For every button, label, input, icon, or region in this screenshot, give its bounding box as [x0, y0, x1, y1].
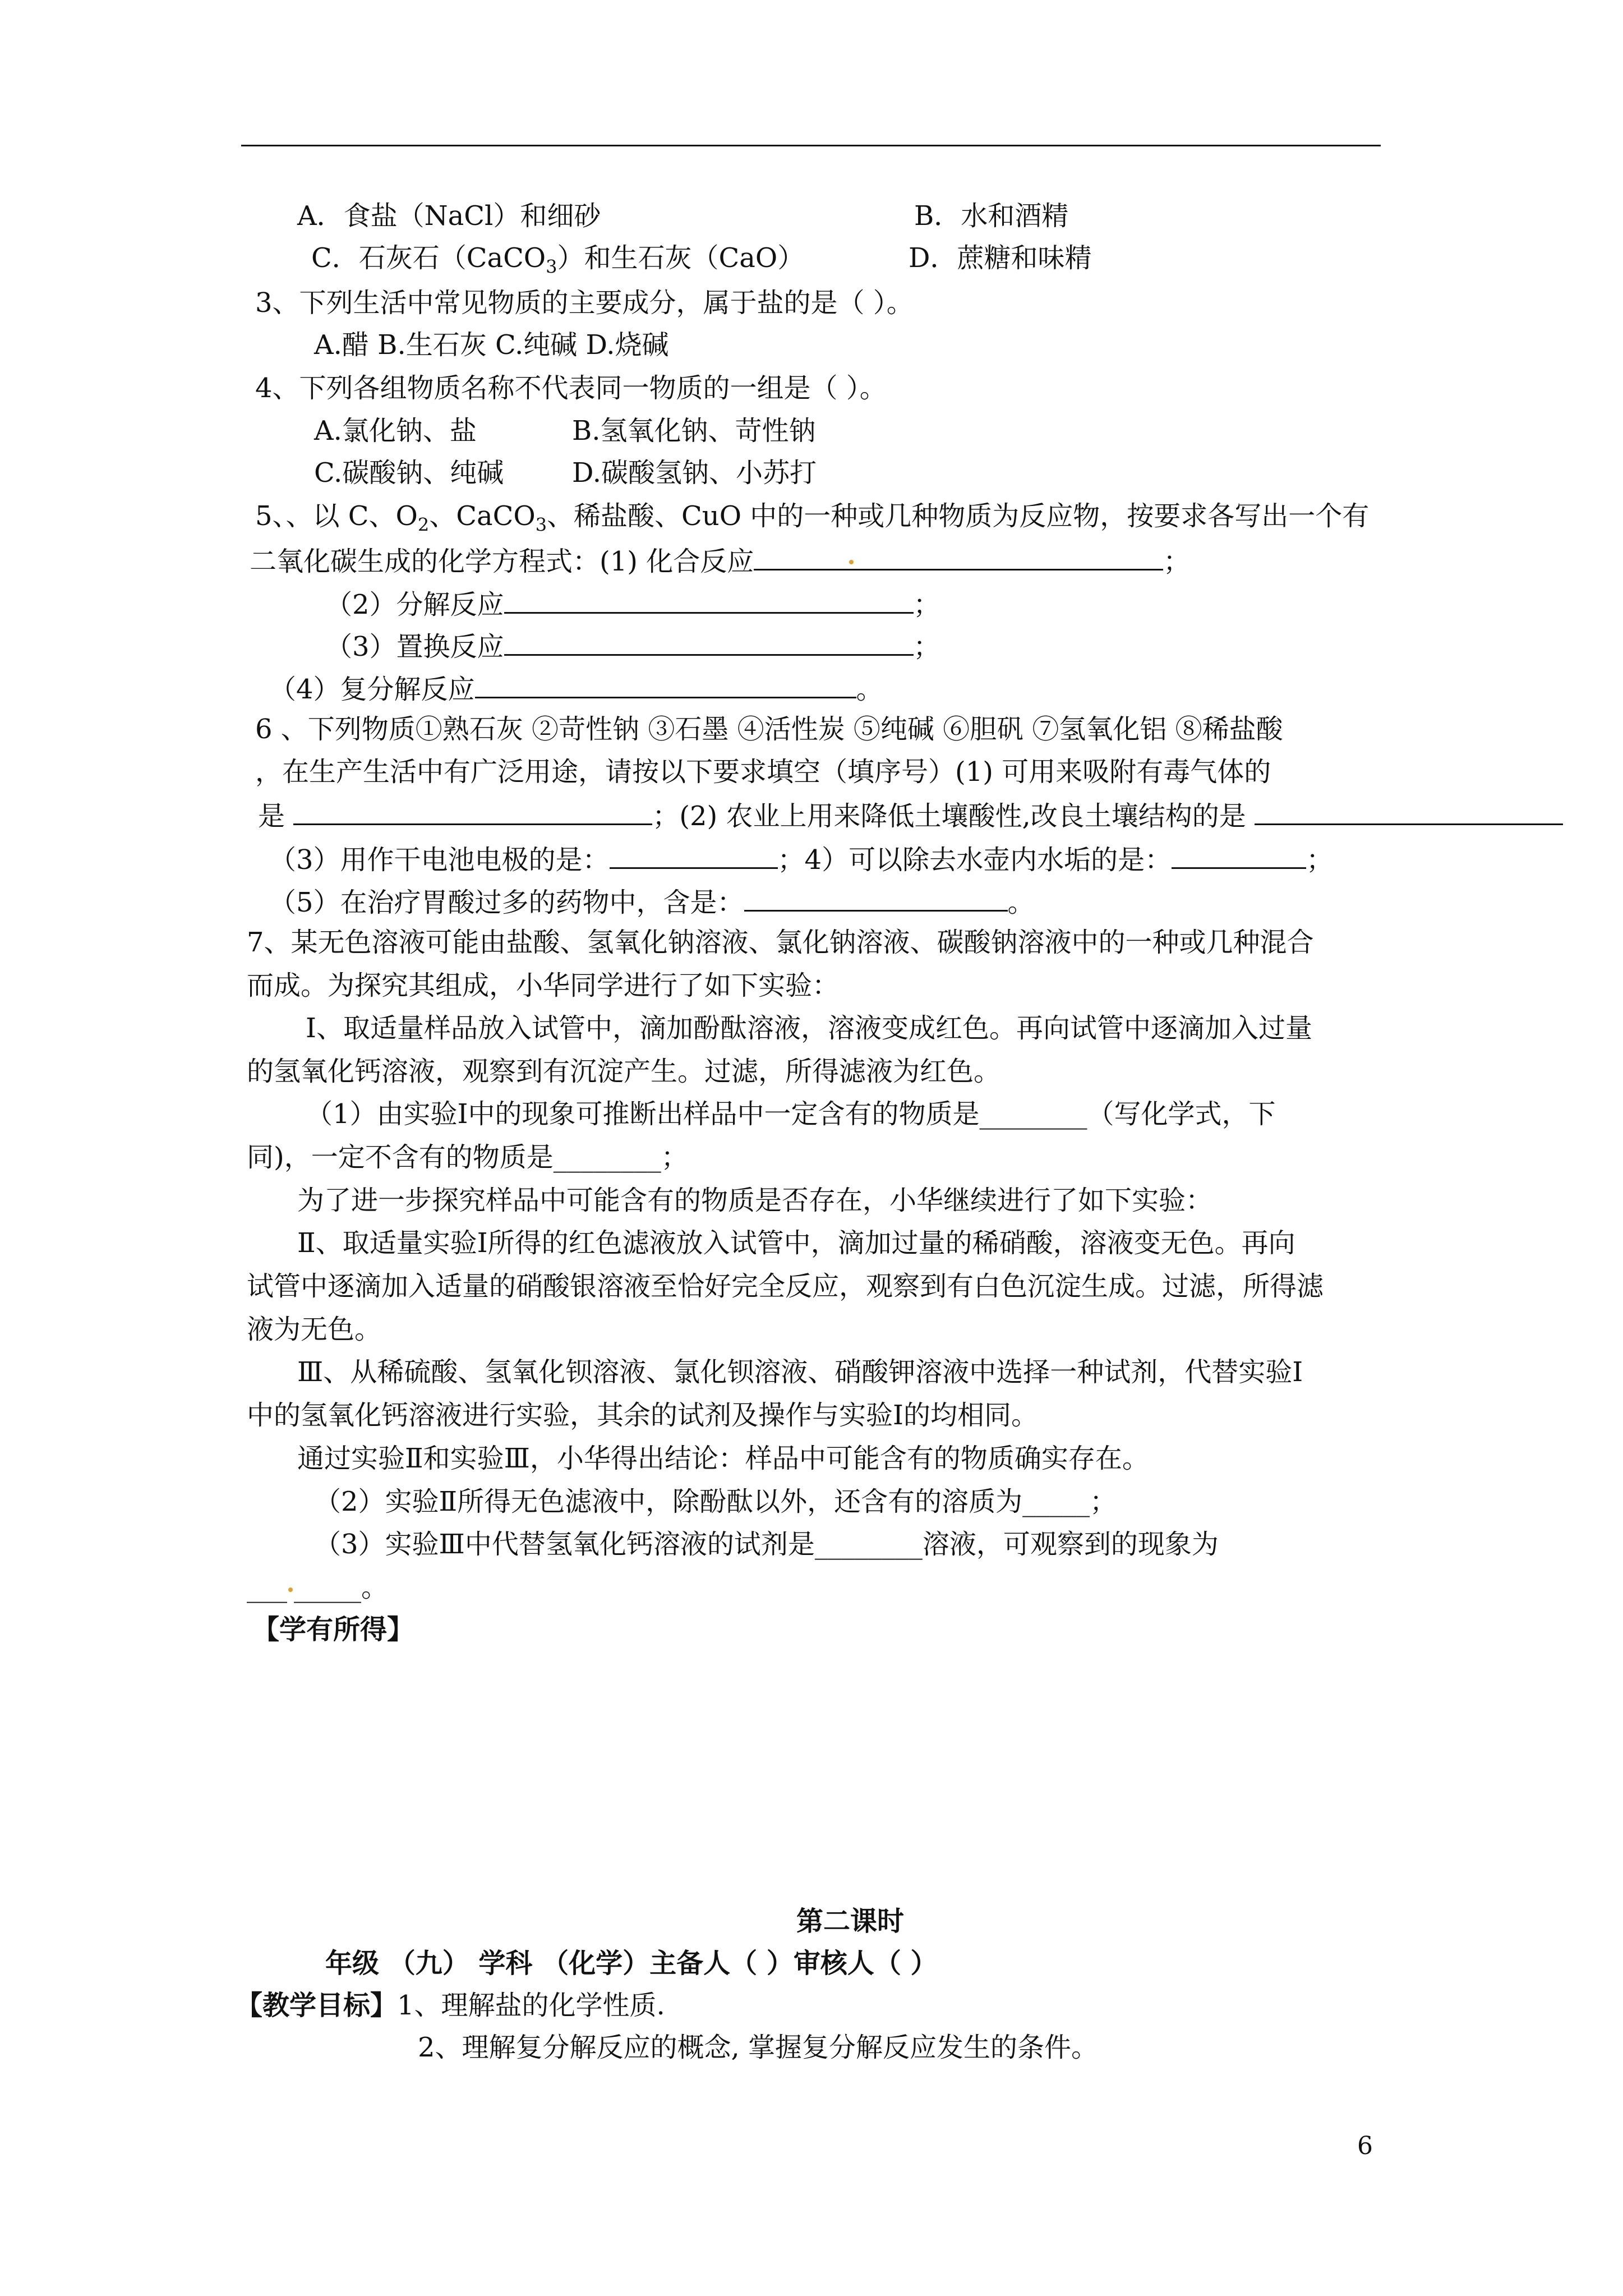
q7-line9: 试管中逐滴加入适量的硝酸银溶液至恰好完全反应，观察到有白色沉淀生成。过滤，所得滤: [247, 1271, 1324, 1302]
q7-line15: （3）实验Ⅲ中代替氢氧化钙溶液的试剂是________溶液，可观察到的现象为: [314, 1529, 1219, 1560]
answer-blank[interactable]: [744, 884, 1008, 912]
q6-stem: 6 、下列物质①熟石灰 ②苛性钠 ③石墨 ④活性炭 ⑤纯碱 ⑥胆矾 ⑦氢氧化铝 ⑧稀盐酸: [255, 714, 1283, 745]
q7-line7: 为了进一步探究样品中可能含有的物质是否存在，小华继续进行了如下实验：: [297, 1185, 1213, 1216]
answer-blank[interactable]: [504, 586, 914, 614]
page-number: 6: [1357, 2132, 1373, 2160]
answer-blank[interactable]: [1172, 841, 1306, 869]
q7-line8: Ⅱ、取适量实验Ⅰ所得的红色滤液放入试管中，滴加过量的稀硝酸，溶液变无色。再向: [297, 1227, 1295, 1259]
q3-options: A.醋 B.生石灰 C.纯碱 D.烧碱: [314, 329, 669, 361]
q6-line2: ，在生产生活中有广泛用途，请按以下要求填空（填序号）(1) 可用来吸附有毒气体的: [255, 756, 1271, 788]
q7-line2: 而成。为探究其组成，小华同学进行了如下实验：: [247, 970, 840, 1001]
q7-line11: Ⅲ、从稀硫酸、氢氧化钡溶液、氯化钡溶液、硝酸钾溶液中选择一种试剂，代替实验Ⅰ: [297, 1356, 1303, 1388]
answer-blank[interactable]: [475, 671, 856, 698]
answer-blank[interactable]: [293, 798, 652, 825]
q4-option-a: A.氯化钠、盐: [314, 415, 477, 447]
header-rule: [241, 145, 1381, 146]
q7-line1: 7、某无色溶液可能由盐酸、氢氧化钠溶液、氯化钠溶液、碳酸钠溶液中的一种或几种混合: [247, 927, 1314, 958]
q7-line12: 中的氢氧化钙溶液进行实验，其余的试剂及操作与实验Ⅰ的均相同。: [247, 1400, 1038, 1431]
answer-blank[interactable]: [754, 543, 1163, 570]
q7-line16: ___ _____。: [247, 1572, 389, 1603]
q5-line2: 二氧化碳生成的化学方程式：(1) 化合反应 ；: [250, 543, 1190, 578]
q7-line3: Ⅰ、取适量样品放入试管中，滴加酚酞溶液，溶液变成红色。再向试管中逐滴加入过量: [306, 1013, 1312, 1044]
q6-line5: （5）在治疗胃酸过多的药物中，含是： 。: [269, 884, 1035, 919]
q2-option-b: B．水和酒精: [914, 200, 1069, 232]
q5-part4: （4）复分解反应 。: [269, 671, 883, 706]
answer-blank[interactable]: [1255, 798, 1563, 825]
q7-line6: 同)，一定不含有的物质是________；: [247, 1142, 688, 1173]
q5-part2: （2）分解反应 ；: [325, 586, 940, 622]
q7-line4: 的氢氧化钙溶液，观察到有沉淀产生。过滤，所得滤液为红色。: [247, 1056, 1001, 1087]
answer-blank[interactable]: [504, 628, 914, 656]
q4-option-d: D.碳酸氢钠、小苏打: [572, 457, 817, 489]
q7-line5: （1）由实验Ⅰ中的现象可推断出样品中一定含有的物质是________（写化学式，下: [306, 1098, 1276, 1130]
teaching-goal-2: 2、理解复分解反应的概念, 掌握复分解反应发生的条件。: [418, 2032, 1099, 2063]
q2-option-a: A．食盐（NaCl）和细砂: [297, 200, 601, 232]
q4-option-b: B.氢氧化钠、苛性钠: [572, 415, 816, 447]
section-learned-heading: 【学有所得】: [252, 1614, 414, 1645]
q4-option-c: C.碳酸钠、纯碱: [314, 457, 504, 489]
q6-line4: （3）用作干电池电极的是： ；4）可以除去水壶内水垢的是： ；: [269, 841, 1333, 877]
q3-stem: 3、下列生活中常见物质的主要成分，属于盐的是（ ）。: [255, 287, 914, 319]
q2-option-c: C．石灰石（CaCO$_3$）和生石灰（CaO）: [311, 242, 805, 278]
q2-option-d: D．蔗糖和味精: [909, 242, 1092, 274]
q7-line13: 通过实验Ⅱ和实验Ⅲ，小华得出结论：样品中可能含有的物质确实存在。: [297, 1443, 1149, 1474]
q7-line14: （2）实验Ⅱ所得无色滤液中，除酚酞以外，还含有的溶质为_____；: [314, 1486, 1117, 1517]
q7-line10: 液为无色。: [247, 1314, 382, 1345]
q4-stem: 4、下列各组物质名称不代表同一物质的一组是（ ）。: [255, 372, 887, 404]
answer-blank[interactable]: [610, 841, 778, 869]
q5-part3: （3）置换反应 ；: [325, 628, 940, 664]
lesson2-info: 年级 （九） 学科 （化学）主备人（ ）审核人（ ）: [325, 1948, 938, 1979]
q5-stem: 5、、以 C、$O_2$、CaCO$_3$、稀盐酸、CuO 中的一种或几种物质为反应物，按要求各写出一个有: [255, 500, 1370, 536]
q6-line3: 是 ；(2) 农业上用来降低土壤酸性,改良土壤结构的是: [258, 798, 1563, 833]
lesson2-title: 第二课时: [796, 1906, 905, 1937]
teaching-goals: 【教学目标】1、理解盐的化学性质.: [236, 1990, 665, 2021]
